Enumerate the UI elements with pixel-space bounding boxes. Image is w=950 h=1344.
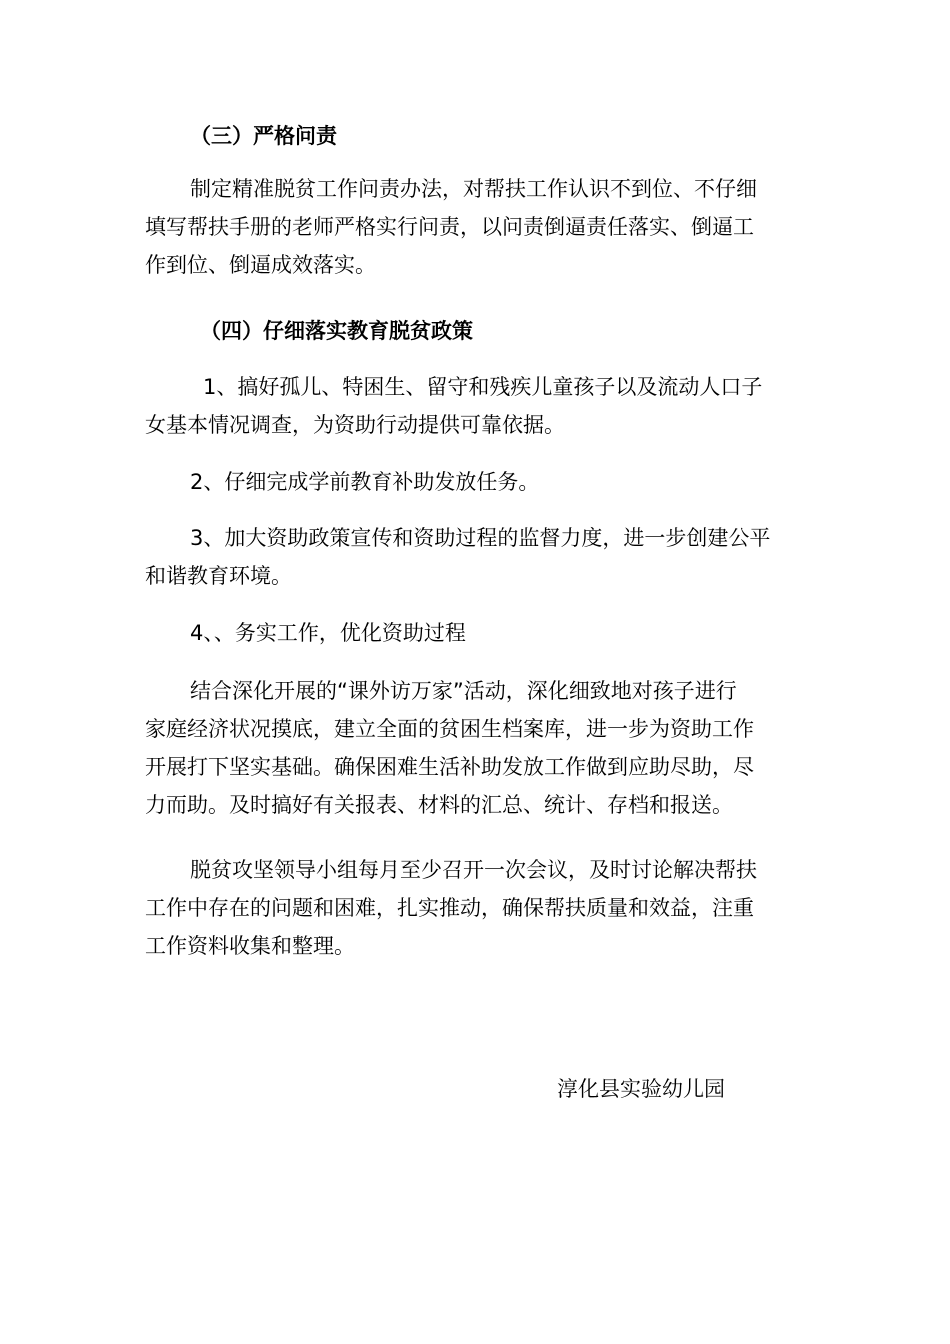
paragraph-line: 3、加大资助政策宣传和资助过程的监督力度，进一步创建公平	[190, 526, 771, 550]
organization-signature: 淳化县实验幼儿园	[557, 1077, 725, 1101]
paragraph-line: 1、搞好孤儿、特困生、留守和残疾儿童孩子以及流动人口子	[203, 375, 763, 399]
paragraph-line: 工作中存在的问题和困难，扎实推动，确保帮扶质量和效益，注重	[145, 896, 754, 920]
activity-paragraph	[145, 672, 810, 824]
section-4-heading	[200, 312, 865, 350]
paragraph-line: 开展打下坚实基础。确保困难生活补助发放工作做到应助尽助，尽	[145, 755, 754, 779]
item-2-paragraph	[145, 463, 810, 501]
paragraph-line: 女基本情况调查，为资助行动提供可靠依据。	[145, 413, 565, 437]
paragraph-line: 制定精准脱贫工作问责办法，对帮扶工作认识不到位、不仔细	[190, 177, 757, 201]
paragraph-line: 家庭经济状况摸底，建立全面的贫困生档案库，进一步为资助工作	[145, 717, 754, 741]
paragraph-line: 2、仔细完成学前教育补助发放任务。	[190, 470, 540, 494]
item-4-paragraph	[145, 614, 810, 652]
section-3-heading	[190, 117, 855, 155]
item-1-paragraph	[145, 368, 810, 444]
paragraph-line: 填写帮扶手册的老师严格实行问责，以问责倒逼责任落实、倒逼工	[145, 215, 754, 239]
paragraph-line: 工作资料收集和整理。	[145, 934, 355, 958]
section-3-heading-text: （三）严格问责	[190, 124, 337, 148]
paragraph-line: 力而助。及时搞好有关报表、材料的汇总、统计、存档和报送。	[145, 793, 733, 817]
item-3-paragraph	[145, 519, 810, 595]
paragraph-line: 和谐教育环境。	[145, 564, 292, 588]
paragraph-line: 结合深化开展的“课外访万家”活动，深化细致地对孩子进行	[190, 679, 737, 703]
section-3-paragraph	[145, 170, 810, 284]
paragraph-line: 作到位、倒逼成效落实。	[145, 253, 376, 277]
paragraph-line: 4、、务实工作，优化资助过程	[190, 621, 466, 645]
meeting-paragraph	[145, 851, 810, 965]
paragraph-line: 脱贫攻坚领导小组每月至少召开一次会议，及时讨论解决帮扶	[190, 858, 757, 882]
section-4-heading-text: （四）仔细落实教育脱贫政策	[200, 319, 473, 343]
